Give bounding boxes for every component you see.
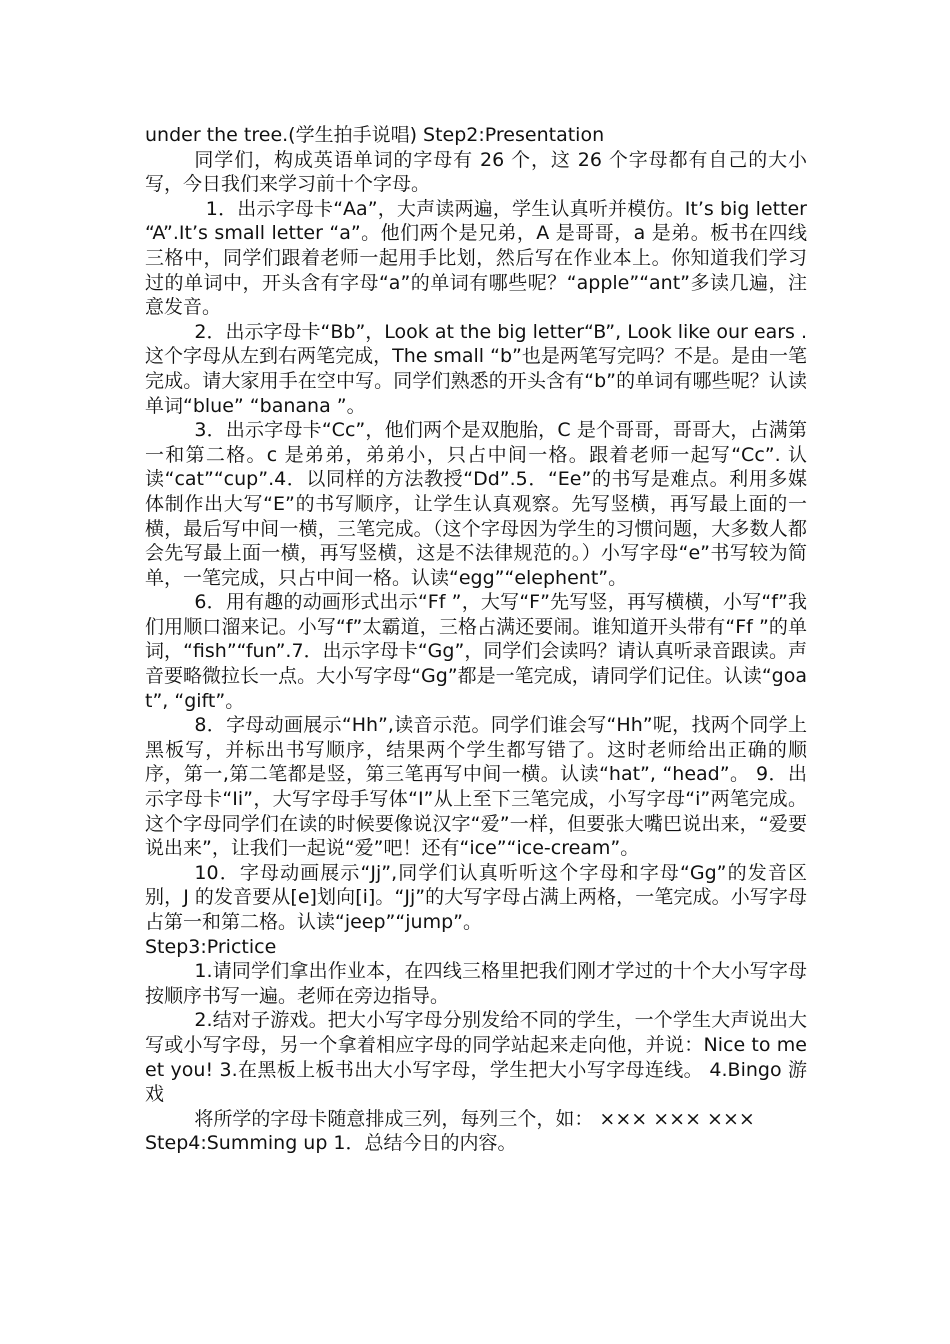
paragraph-letter-aa: 1．出示字母卡“Aa”，大声读两遍，学生认真听并模仿。It’s big letter “A”.It’s small letter “a”。他们两个是兄弟，A 是哥哥，a 是弟。板书在四线三格中，同学们跟着老师一起用手比划，然后写在作业本上。你知道我们学习过的单词中，开头含有字母“a”的单词有哪些呢？“apple”“ant”多读几遍，注意发音。 (145, 197, 807, 319)
paragraph-introduction: 同学们，构成英语单词的字母有 26 个，这 26 个字母都有自己的大小写，今日我们来学习前十个字母。 (145, 148, 807, 196)
paragraph-letters-ff-gg: 6．用有趣的动画形式出示“Ff ”，大写“F”先写竖，再写横横，小写“f”我们用顺口溜来记。小写“f”太霸道，三格占满还要闹。谁知道开头带有“Ff ”的单词，“fish”“fun”.7．出示字母卡“Gg”，同学们会读吗？请认真听录音跟读。声音要略微拉长一点。大小写字母“Gg”都是一笔完成，请同学们记住。认读“goat”, “gift”。 (145, 591, 807, 712)
paragraph-letter-jj: 10．字母动画展示“Jj”,同学们认真听听这个字母和字母“Gg”的发音区别，J 的发音要从[e]划向[i]。“Jj”的大写字母占满上两格，一笔完成。小写字母占第一和第二格。认读“jeep”“jump”。 (145, 861, 807, 933)
paragraph-practice-games: 2.结对子游戏。把大小写字母分别发给不同的学生，一个学生大声说出大写或小写字母，另一个拿着相应字母的同学站起来走向他，并说：Nice to meet you! 3.在黑板上板书出大小写字母，学生把大小写字母连线。 4.Bingo 游戏 (145, 1009, 807, 1106)
heading-step4: Step4:Summing up 1．总结今日的内容。 (145, 1132, 517, 1155)
paragraph-intro-line: under the tree.(学生拍手说唱) Step2:Presentation (145, 124, 605, 146)
document-body (145, 123, 807, 1156)
paragraph-letters-cc-ee: 3．出示字母卡“Cc”，他们两个是双胞胎，C 是个哥哥，哥哥大，占满第一和第二格。c 是弟弟，弟弟小，只占中间一格。跟着老师一起写“Cc”. 认读“cat”“cup”.4．以同样的方法教授“Dd”.5．“Ee”的书写是难点。利用多媒体制作出大写“E”的书写顺序，让学生认真观察。先写竖横，再写最上面的一横，最后写中间一横，三笔完成。（这个字母因为学生的习惯问题，大多数人都会先写最上面一横，再写竖横，这是不法律规范的。）小写字母“e”书写较为简单，一笔完成，只占中间一格。认读“egg”“elephent”。 (145, 419, 807, 589)
paragraph-letters-hh-ii: 8．字母动画展示“Hh”,读音示范。同学们谁会写“Hh”呢，找两个同学上黑板写，并标出书写顺序，结果两个学生都写错了。这时老师给出正确的顺序，第一,第二笔都是竖，第三笔再写中间一横。认读“hat”, “head”。 9．出示字母卡“Ii”，大写字母手写体“I”从上至下三笔完成，小写字母“i”两笔完成。这个字母同学们在读的时候要像说汉字“爱”一样，但要张大嘴巴说出来，“爱要说出来”，让我们一起说“爱”吧！还有“ice”“ice-cream”。 (145, 714, 807, 860)
paragraph-letter-bb: 2．出示字母卡“Bb”，Look at the big letter“B”, Look like our ears .这个字母从左到右两笔完成，The small “b”也是两笔写完吗？不是。是由一笔完成。请大家用手在空中写。同学们熟悉的开头含有“b”的单词有哪些呢？认读单词“blue” “banana ”。 (145, 320, 807, 417)
paragraph-bingo-instructions: 将所学的字母卡随意排成三列，每列三个，如： ××× ××× ××× (194, 1107, 755, 1130)
paragraph-practice-writing: 1.请同学们拿出作业本，在四线三格里把我们刚才学过的十个大小写字母按顺序书写一遍。老师在旁边指导。 (145, 960, 807, 1007)
heading-step3: Step3:Prictice (145, 935, 277, 958)
